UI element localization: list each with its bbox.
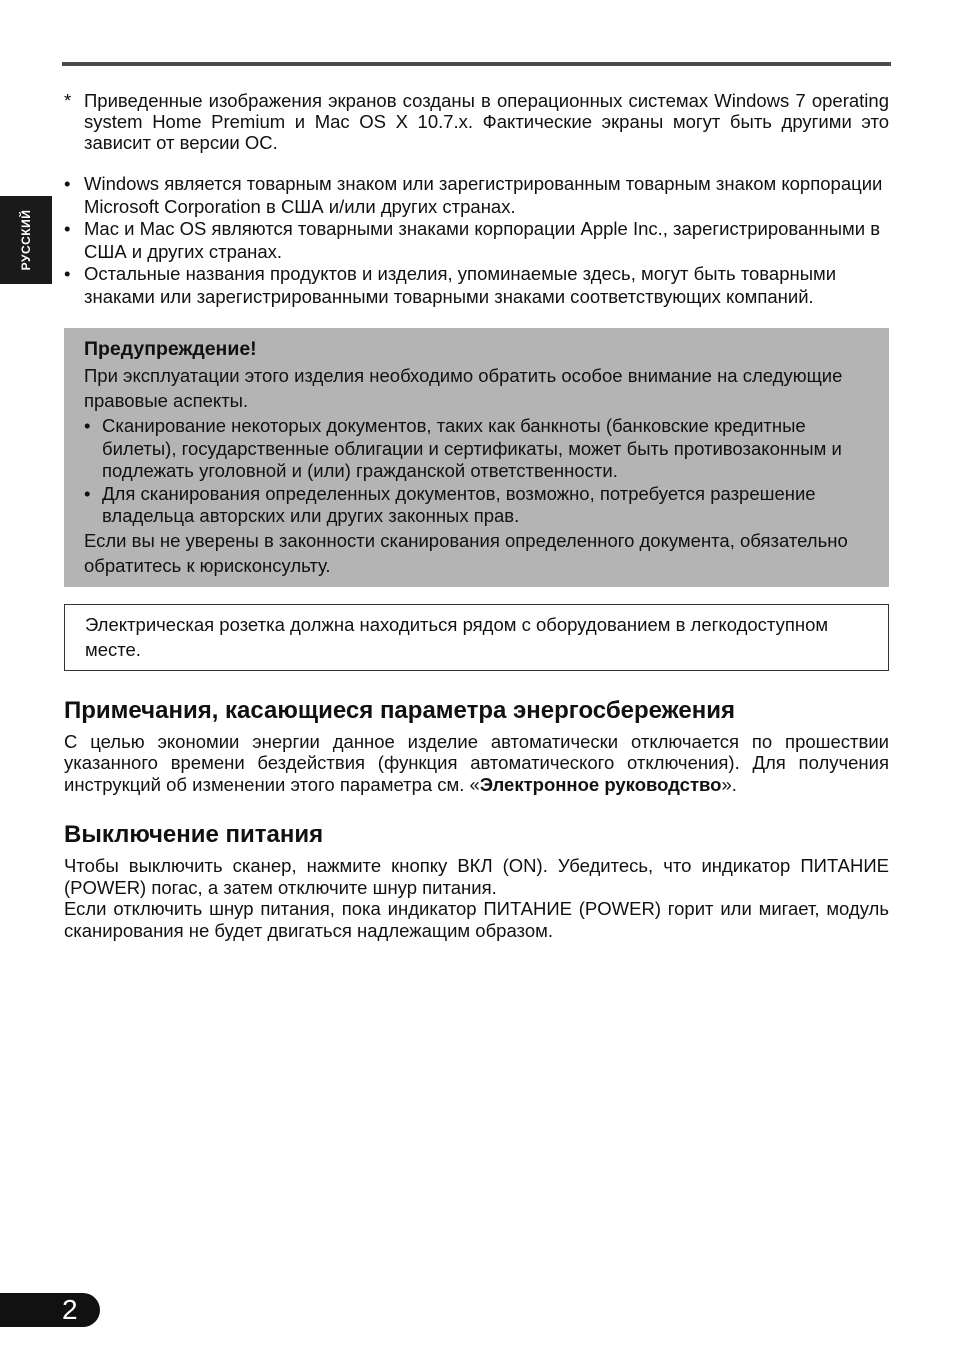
trademark-list — [64, 173, 889, 308]
list-item — [64, 173, 889, 218]
trademark-text: Mac и Mac OS являются товарными знаками корпорации Apple Inc., зарегистрированными в США и других странах. — [84, 218, 881, 262]
language-tab-label: РУССКИЙ — [19, 209, 33, 271]
power-saving-text-start: С целью экономии энергии данное изделие автоматически отключается по прошествии указанного времени бездействия (функция автоматического отключения). Для получения инструкций об изменении этого параметра см. « — [64, 730, 889, 795]
page-number: 2 — [62, 1294, 78, 1325]
power-off-paragraph-1: Чтобы выключить сканер, нажмите кнопку ВКЛ (ON). Убедитесь, что индикатор ПИТАНИЕ (POWER) погас, а затем отключите шнур питания. — [64, 855, 889, 898]
warning-box — [64, 328, 889, 587]
warning-item-text: Сканирование некоторых документов, таких как банкноты (банковские кредитные билеты), государственные облигации и сертификаты, может быть противозаконным и подлежать уголовной и (или) гражданской ответственности. — [102, 415, 842, 481]
manual-reference: Электронное руководство — [479, 773, 722, 795]
power-off-heading: Выключение питания — [64, 821, 324, 848]
outlet-note-text: Электрическая розетка должна находиться рядом с оборудованием в легкодоступном месте. — [85, 613, 829, 660]
bullet-icon: • — [64, 173, 71, 194]
bullet-icon: • — [64, 263, 71, 284]
warning-intro: При эксплуатации этого изделия необходимо обратить особое внимание на следующие правовые аспекты. — [84, 365, 843, 411]
asterisk-mark: * — [64, 90, 72, 111]
top-rule — [62, 62, 891, 66]
list-item — [64, 218, 889, 263]
trademark-text: Windows является товарным знаком или зарегистрированным товарным знаком корпорации Microsoft Corporation в США и/или других странах. — [84, 173, 883, 217]
list-item — [84, 415, 863, 483]
power-saving-text-end: ». — [721, 773, 737, 795]
list-item — [64, 263, 889, 308]
screen-note-text: Приведенные изображения экранов созданы в операционных системах Windows 7 operating system Home Premium и Mac OS X 10.7.x. Фактические экраны могут быть другими это зависит от версии ОС. — [84, 90, 889, 153]
page-number-badge — [0, 1293, 100, 1327]
bullet-icon: • — [84, 415, 91, 436]
power-saving-text — [64, 731, 889, 796]
bullet-icon: • — [64, 218, 71, 239]
screen-note — [64, 90, 889, 153]
warning-outro: Если вы не уверены в законности сканирования определенного документа, обязательно обратитесь к юрисконсульту. — [84, 529, 848, 576]
language-tab — [0, 196, 52, 284]
outlet-note-box — [64, 604, 889, 671]
power-saving-heading: Примечания, касающиеся параметра энергосбережения — [64, 696, 735, 724]
list-item — [84, 483, 863, 528]
page-content — [64, 90, 889, 941]
warning-item-text: Для сканирования определенных документов, возможно, потребуется разрешение владельца авторских или других законных прав. — [102, 482, 816, 526]
warning-list — [84, 415, 863, 528]
trademark-text: Остальные названия продуктов и изделия, упоминаемые здесь, могут быть товарными знаками или зарегистрированными товарными знаками соответствующих компаний. — [84, 263, 837, 307]
warning-title: Предупреждение! — [84, 338, 257, 360]
bullet-icon: • — [84, 482, 91, 504]
power-off-paragraph-2: Если отключить шнур питания, пока индикатор ПИТАНИЕ (POWER) горит или мигает, модуль сканирования не будет двигаться надлежащим образом. — [64, 898, 889, 941]
